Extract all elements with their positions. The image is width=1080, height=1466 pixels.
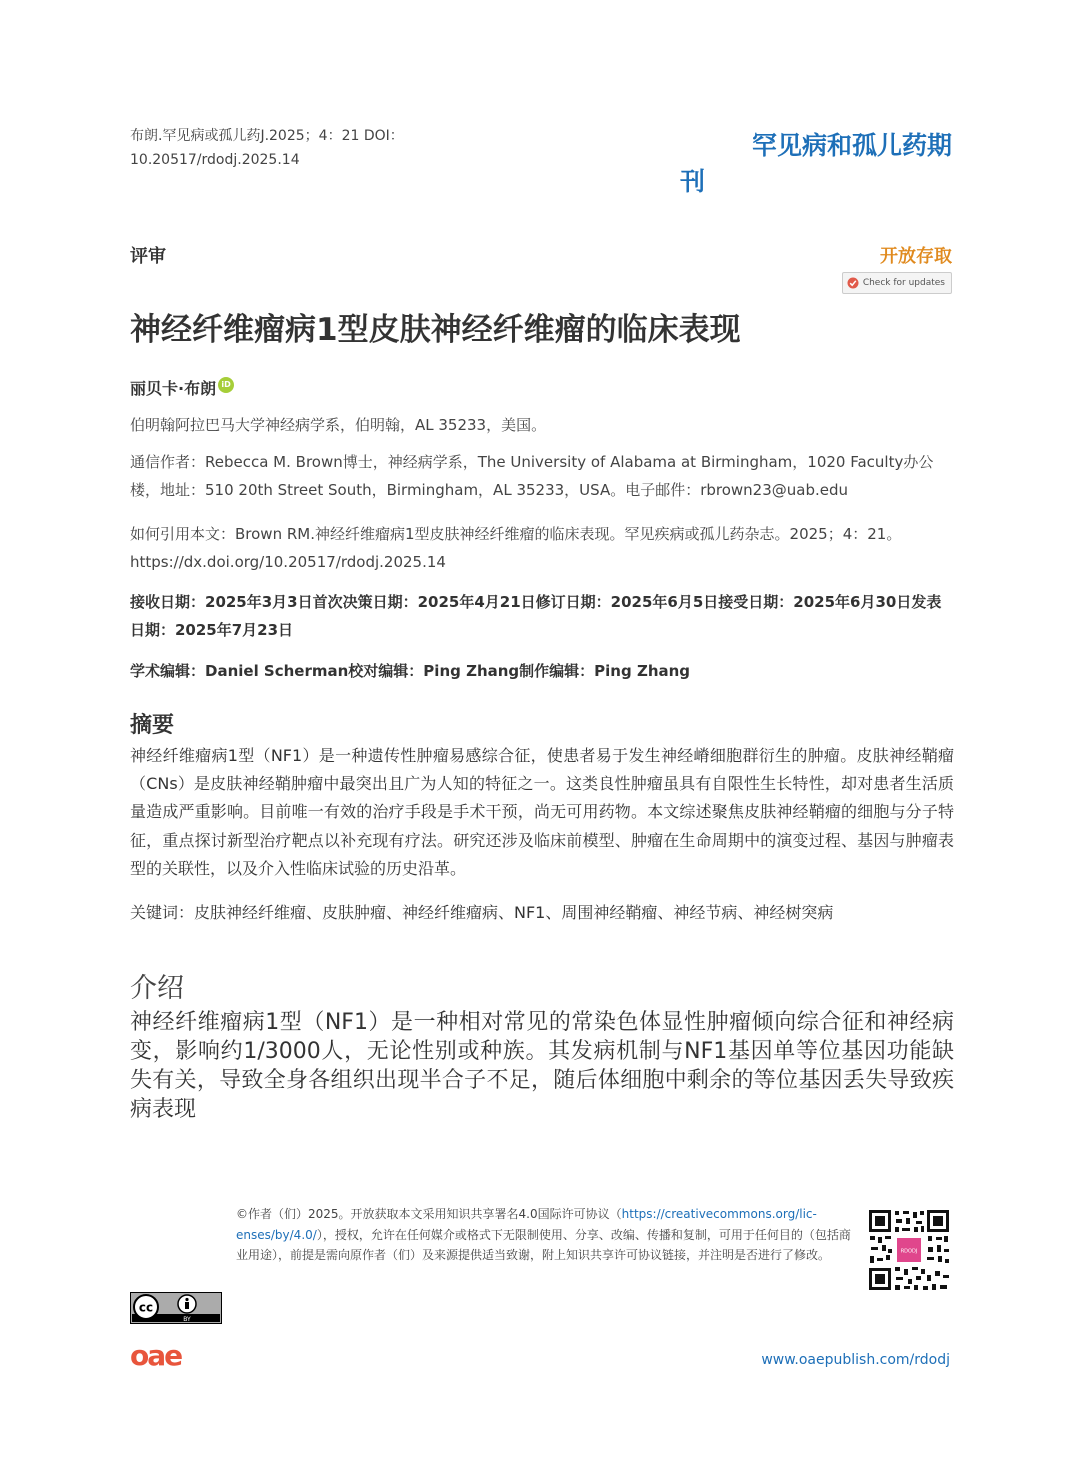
introduction-heading: 介绍 [130,973,184,1004]
check-updates-label: Check for updates [862,278,945,288]
cc-by-license-badge[interactable] [130,1292,222,1324]
article-title: 神经纤维瘤病1型皮肤神经纤维瘤的临床表现 [130,312,741,348]
author-line [130,376,234,399]
open-access-label: 开放存取 [880,246,952,267]
license-link[interactable]: https://creativecommons.org/lic-enses/by/4.0/ [236,1207,817,1242]
citation-info [130,124,470,172]
check-updates-icon [847,277,859,289]
correspondence: 通信作者：Rebecca M. Brown博士，神经病学系，The University of Alabama at Birmingham，1020 Faculty办公楼，地址：510 20th Street South，Birmingham，AL 35233，USA。电子邮件：rbrown23@uab.edu [130,453,934,499]
cc-logo-text: cc [138,1300,154,1315]
citation-line-2: 10.20517/rdodj.2025.14 [130,152,300,168]
check-for-updates-button[interactable] [842,272,952,294]
journal-name-line-2: 刊 [680,167,706,196]
affiliation: 伯明翰阿拉巴马大学神经病学系，伯明翰，AL 35233，美国。 [130,416,547,434]
license-suffix: ），授权，允许在任何媒介或格式下无限制使用、分享、改编、传播和复制，可用于任何目的（包括商业用途），前提是需向原作者（们）及来源提供适当致谢，附上知识共享许可协议链接，并注明是否进行了修改。 [236,1227,851,1262]
how-to-cite: 如何引用本文：Brown RM.神经纤维瘤病1型皮肤神经纤维瘤的临床表现。罕见疾病或孤儿药杂志。2025；4：21。https://dx.doi.org/10.20517/rdodj.2025.14 [130,525,902,571]
keywords: 关键词：皮肤神经纤维瘤、皮肤肿瘤、神经纤维瘤病、NF1、周围神经鞘瘤、神经节病、神经树突病 [130,903,834,922]
qr-badge-text: RDODJ [900,1248,918,1255]
author-name: 丽贝卡·布朗 [130,379,217,398]
abstract-heading: 摘要 [130,713,175,738]
abstract-body: 神经纤维瘤病1型（NF1）是一种遗传性肿瘤易感综合征，使患者易于发生神经嵴细胞群衍生的肿瘤。皮肤神经鞘瘤（CNs）是皮肤神经鞘肿瘤中最突出且广为人知的特征之一。这类良性肿瘤虽具有自限性生长特性，却对患者生活质量造成严重影响。目前唯一有效的治疗手段是手术干预，尚无可用药物。本文综述聚焦皮肤神经鞘瘤的细胞与分子特征，重点探讨新型治疗靶点以补充现有疗法。研究还涉及临床前模型、肿瘤在生命周期中的演变过程、基因与肿瘤表型的关联性，以及介入性临床试验的历史沿革。 [130,746,954,878]
license-text [236,1204,856,1266]
orcid-icon[interactable]: iD [218,377,234,393]
citation-line-1: 布朗.罕见病或孤儿药J.2025；4：21 DOI： [130,128,404,144]
article-dates: 接收日期：2025年3月3日首次决策日期：2025年4月21日修订日期：2025年6月5日接受日期：2025年6月30日发表日期：2025年7月23日 [130,593,942,639]
publisher-logo [130,1340,200,1370]
journal-website-link[interactable]: www.oaepublish.com/rdodj [761,1352,950,1368]
journal-name [680,128,952,200]
editors: 学术编辑：Daniel Scherman校对编辑：Ping Zhang制作编辑：Ping Zhang [130,662,691,680]
journal-name-line-1: 罕见病和孤儿药期 [751,131,952,160]
license-prefix: ©作者（们）2025。开放获取本文采用知识共享署名4.0国际许可协议（ [236,1207,622,1221]
publisher-logo-text: oae [130,1340,182,1370]
qr-code[interactable] [868,1209,950,1291]
introduction-body: 神经纤维瘤病1型（NF1）是一种相对常见的常染色体显性肿瘤倾向综合征和神经病变，影响约1/3000人，无论性别或种族。其发病机制与NF1基因单等位基因功能缺失有关，导致全身各组织出现半合子不足，随后体细胞中剩余的等位基因丢失导致疾病表现 [130,1010,954,1122]
article-type: 评审 [130,246,166,267]
by-label: BY [183,1316,191,1323]
